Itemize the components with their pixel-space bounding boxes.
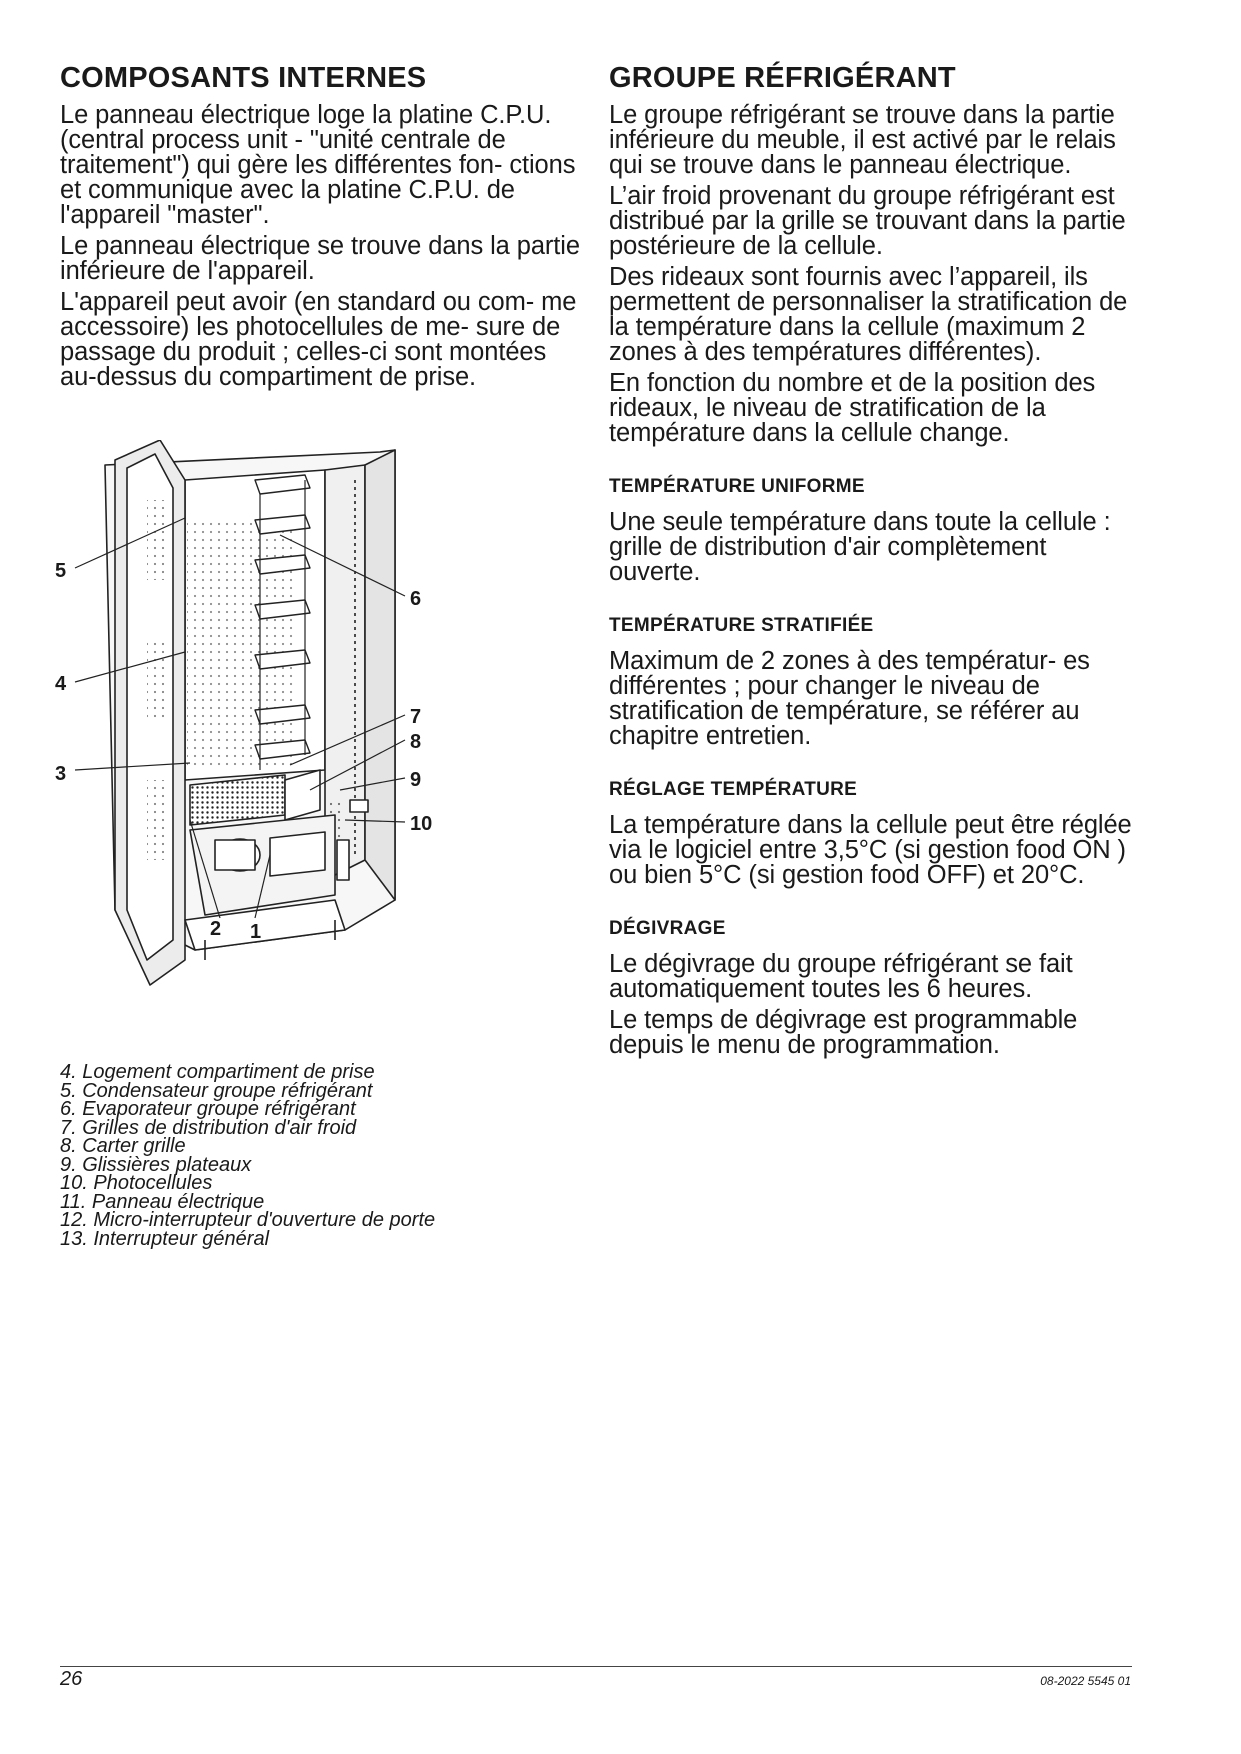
paragraph: Le panneau électrique loge la platine C.P.U. (central process unit - "unité centrale de traitement") qui gère les différentes fon- ctions et communique avec la platine C.P.U. de l'appareil "master".	[60, 101, 576, 229]
legend-item: 10. Photocellules	[60, 1172, 213, 1194]
callout-2: 2	[210, 918, 222, 940]
paragraph: L'appareil peut avoir (en standard ou com- me accessoire) les photocellules de me- sure de passage du produit ; celles-ci sont montées au-dessus du compartiment de prise.	[60, 288, 577, 391]
section-heading-composants: COMPOSANTS INTERNES	[60, 62, 427, 94]
paragraph: Le temps de dégivrage est programmable depuis le menu de programmation.	[609, 1006, 1078, 1059]
callout-6: 6	[410, 588, 422, 610]
paragraph: Le dégivrage du groupe réfrigérant se fait automatiquement toutes les 6 heures.	[609, 950, 1073, 1003]
paragraph: Le groupe réfrigérant se trouve dans la partie inférieure du meuble, il est activé par le relais qui se trouve dans le panneau électrique.	[609, 101, 1116, 179]
legend-item: 13. Interrupteur général	[60, 1227, 270, 1250]
page-number: 26	[60, 1668, 83, 1690]
paragraph: Maximum de 2 zones à des températur- es différentes ; pour changer le niveau de stratification de température, se référer au chapitre entretien.	[609, 647, 1090, 750]
callout-7: 7	[410, 706, 422, 728]
paragraph: Des rideaux sont fournis avec l’appareil, ils permettent de personnaliser la stratification de la température dans la cellule (maximum 2 zones à des températures différentes).	[609, 263, 1128, 366]
callout-5: 5	[55, 560, 67, 582]
legend-item: 12. Micro-interrupteur d'ouverture de porte	[60, 1209, 436, 1231]
paragraph: L’air froid provenant du groupe réfrigérant est distribué par la grille se trouvant dans la partie postérieure de la cellule.	[609, 182, 1126, 260]
legend-item: 8. Carter grille	[60, 1135, 186, 1157]
figure-legend	[60, 1063, 580, 1248]
machine-illustration	[55, 440, 505, 1050]
vending-machine-diagram	[55, 440, 505, 1050]
subheading-degivrage: DÉGIVRAGE	[609, 918, 726, 939]
callout-1: 1	[250, 921, 262, 943]
legend-item: 11. Panneau électrique	[60, 1190, 265, 1213]
right-column	[609, 62, 1139, 1064]
legend-item: 9. Glissières plateaux	[60, 1153, 252, 1176]
paragraph: En fonction du nombre et de la position des rideaux, le niveau de stratification de la température dans la cellule change.	[609, 369, 1096, 447]
section-heading-groupe: GROUPE RÉFRIGÉRANT	[609, 62, 956, 94]
callout-8: 8	[410, 731, 422, 753]
callout-10: 10	[410, 813, 433, 835]
callout-9: 9	[410, 769, 422, 791]
subheading-uniforme: TEMPÉRATURE UNIFORME	[609, 476, 865, 497]
document-code: 08-2022 5545 01	[1040, 1674, 1131, 1688]
paragraph: Une seule température dans toute la cellule : grille de distribution d'air complètement ouverte.	[609, 508, 1111, 586]
paragraph: Le panneau électrique se trouve dans la partie inférieure de l'appareil.	[60, 232, 580, 285]
legend-item: 5. Condensateur groupe réfrigérant	[60, 1079, 373, 1102]
subheading-stratifiee: TEMPÉRATURE STRATIFIÉE	[609, 615, 874, 636]
callout-4: 4	[55, 673, 67, 695]
legend-item: 6. Evaporateur groupe réfrigérant	[60, 1098, 356, 1120]
legend-item: 4. Logement compartiment de prise	[60, 1061, 375, 1083]
left-column	[60, 62, 580, 396]
legend-item: 7. Grilles de distribution d'air froid	[60, 1116, 357, 1139]
footer-divider	[60, 1666, 1132, 1667]
paragraph: La température dans la cellule peut être réglée via le logiciel entre 3,5°C (si gestion food ON ) ou bien 5°C (si gestion food OFF) et 20°C.	[609, 811, 1132, 889]
callout-3: 3	[55, 763, 67, 785]
subheading-reglage: RÉGLAGE TEMPÉRATURE	[609, 779, 858, 800]
